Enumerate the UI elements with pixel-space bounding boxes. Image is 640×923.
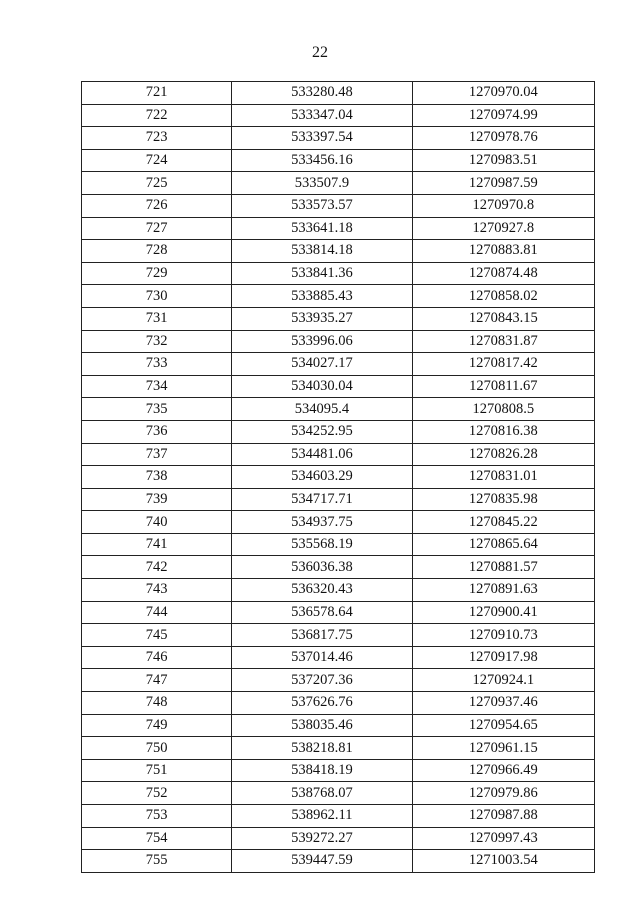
x-coordinate-cell: 533885.43 [232, 285, 412, 308]
table-row [82, 398, 595, 421]
point-number-cell: 742 [82, 556, 232, 579]
y-coordinate-cell: 1270858.02 [412, 285, 594, 308]
x-coordinate-cell: 536817.75 [232, 624, 412, 647]
x-coordinate-cell: 534481.06 [232, 443, 412, 466]
x-coordinate-cell: 536036.38 [232, 556, 412, 579]
x-coordinate-cell: 533456.16 [232, 149, 412, 172]
x-coordinate-cell: 535568.19 [232, 533, 412, 556]
point-number-cell: 753 [82, 805, 232, 828]
point-number-cell: 748 [82, 692, 232, 715]
y-coordinate-cell: 1270987.59 [412, 172, 594, 195]
x-coordinate-cell: 533996.06 [232, 330, 412, 353]
y-coordinate-cell: 1270924.1 [412, 669, 594, 692]
y-coordinate-cell: 1270927.8 [412, 217, 594, 240]
table-row [82, 330, 595, 353]
y-coordinate-cell: 1270817.42 [412, 353, 594, 376]
table-row [82, 307, 595, 330]
point-number-cell: 728 [82, 240, 232, 263]
table-row [82, 556, 595, 579]
x-coordinate-cell: 537207.36 [232, 669, 412, 692]
x-coordinate-cell: 533841.36 [232, 262, 412, 285]
table-row [82, 488, 595, 511]
y-coordinate-cell: 1270891.63 [412, 579, 594, 602]
table-row [82, 353, 595, 376]
point-number-cell: 731 [82, 307, 232, 330]
point-number-cell: 721 [82, 82, 232, 105]
point-number-cell: 725 [82, 172, 232, 195]
y-coordinate-cell: 1270917.98 [412, 646, 594, 669]
y-coordinate-cell: 1270910.73 [412, 624, 594, 647]
point-number-cell: 734 [82, 375, 232, 398]
y-coordinate-cell: 1270987.88 [412, 805, 594, 828]
table-row [82, 127, 595, 150]
table-row [82, 692, 595, 715]
coordinates-table-body [82, 82, 595, 873]
coordinates-table [81, 81, 595, 873]
y-coordinate-cell: 1270961.15 [412, 737, 594, 760]
x-coordinate-cell: 533935.27 [232, 307, 412, 330]
page-number: 22 [312, 44, 328, 61]
y-coordinate-cell: 1270979.86 [412, 782, 594, 805]
table-row [82, 737, 595, 760]
x-coordinate-cell: 533573.57 [232, 194, 412, 217]
point-number-cell: 729 [82, 262, 232, 285]
table-row [82, 624, 595, 647]
y-coordinate-cell: 1270835.98 [412, 488, 594, 511]
x-coordinate-cell: 533641.18 [232, 217, 412, 240]
y-coordinate-cell: 1270831.01 [412, 466, 594, 489]
x-coordinate-cell: 538768.07 [232, 782, 412, 805]
table-row [82, 285, 595, 308]
x-coordinate-cell: 536320.43 [232, 579, 412, 602]
y-coordinate-cell: 1270845.22 [412, 511, 594, 534]
point-number-cell: 733 [82, 353, 232, 376]
x-coordinate-cell: 537014.46 [232, 646, 412, 669]
x-coordinate-cell: 536578.64 [232, 601, 412, 624]
x-coordinate-cell: 533347.04 [232, 104, 412, 127]
table-row [82, 646, 595, 669]
x-coordinate-cell: 534027.17 [232, 353, 412, 376]
table-row [82, 511, 595, 534]
x-coordinate-cell: 534030.04 [232, 375, 412, 398]
point-number-cell: 738 [82, 466, 232, 489]
point-number-cell: 745 [82, 624, 232, 647]
x-coordinate-cell: 534603.29 [232, 466, 412, 489]
point-number-cell: 723 [82, 127, 232, 150]
y-coordinate-cell: 1270997.43 [412, 827, 594, 850]
point-number-cell: 736 [82, 420, 232, 443]
point-number-cell: 744 [82, 601, 232, 624]
point-number-cell: 737 [82, 443, 232, 466]
point-number-cell: 726 [82, 194, 232, 217]
table-row [82, 194, 595, 217]
table-row [82, 805, 595, 828]
y-coordinate-cell: 1270937.46 [412, 692, 594, 715]
y-coordinate-cell: 1270881.57 [412, 556, 594, 579]
point-number-cell: 724 [82, 149, 232, 172]
point-number-cell: 749 [82, 714, 232, 737]
table-row [82, 104, 595, 127]
y-coordinate-cell: 1270983.51 [412, 149, 594, 172]
x-coordinate-cell: 538418.19 [232, 759, 412, 782]
x-coordinate-cell: 539272.27 [232, 827, 412, 850]
point-number-cell: 755 [82, 850, 232, 873]
table-row [82, 240, 595, 263]
point-number-cell: 743 [82, 579, 232, 602]
x-coordinate-cell: 534717.71 [232, 488, 412, 511]
y-coordinate-cell: 1270826.28 [412, 443, 594, 466]
table-row [82, 217, 595, 240]
x-coordinate-cell: 534937.75 [232, 511, 412, 534]
y-coordinate-cell: 1270808.5 [412, 398, 594, 421]
x-coordinate-cell: 533814.18 [232, 240, 412, 263]
table-row [82, 714, 595, 737]
point-number-cell: 732 [82, 330, 232, 353]
x-coordinate-cell: 534095.4 [232, 398, 412, 421]
y-coordinate-cell: 1270974.99 [412, 104, 594, 127]
point-number-cell: 739 [82, 488, 232, 511]
table-row [82, 82, 595, 105]
point-number-cell: 754 [82, 827, 232, 850]
table-row [82, 759, 595, 782]
x-coordinate-cell: 538218.81 [232, 737, 412, 760]
y-coordinate-cell: 1270883.81 [412, 240, 594, 263]
table-row [82, 420, 595, 443]
y-coordinate-cell: 1270874.48 [412, 262, 594, 285]
point-number-cell: 740 [82, 511, 232, 534]
point-number-cell: 747 [82, 669, 232, 692]
y-coordinate-cell: 1270970.04 [412, 82, 594, 105]
x-coordinate-cell: 533507.9 [232, 172, 412, 195]
point-number-cell: 727 [82, 217, 232, 240]
table-row [82, 850, 595, 873]
point-number-cell: 741 [82, 533, 232, 556]
x-coordinate-cell: 534252.95 [232, 420, 412, 443]
y-coordinate-cell: 1270954.65 [412, 714, 594, 737]
y-coordinate-cell: 1270900.41 [412, 601, 594, 624]
table-row [82, 533, 595, 556]
point-number-cell: 746 [82, 646, 232, 669]
y-coordinate-cell: 1270811.67 [412, 375, 594, 398]
x-coordinate-cell: 537626.76 [232, 692, 412, 715]
x-coordinate-cell: 538962.11 [232, 805, 412, 828]
y-coordinate-cell: 1270831.87 [412, 330, 594, 353]
point-number-cell: 730 [82, 285, 232, 308]
y-coordinate-cell: 1270966.49 [412, 759, 594, 782]
x-coordinate-cell: 538035.46 [232, 714, 412, 737]
x-coordinate-cell: 533397.54 [232, 127, 412, 150]
table-row [82, 601, 595, 624]
y-coordinate-cell: 1271003.54 [412, 850, 594, 873]
table-row [82, 827, 595, 850]
table-row [82, 466, 595, 489]
table-row [82, 375, 595, 398]
table-row [82, 172, 595, 195]
y-coordinate-cell: 1270843.15 [412, 307, 594, 330]
y-coordinate-cell: 1270865.64 [412, 533, 594, 556]
table-row [82, 443, 595, 466]
point-number-cell: 735 [82, 398, 232, 421]
x-coordinate-cell: 539447.59 [232, 850, 412, 873]
table-row [82, 579, 595, 602]
point-number-cell: 751 [82, 759, 232, 782]
point-number-cell: 722 [82, 104, 232, 127]
point-number-cell: 752 [82, 782, 232, 805]
x-coordinate-cell: 533280.48 [232, 82, 412, 105]
table-row [82, 782, 595, 805]
point-number-cell: 750 [82, 737, 232, 760]
y-coordinate-cell: 1270970.8 [412, 194, 594, 217]
y-coordinate-cell: 1270978.76 [412, 127, 594, 150]
table-row [82, 149, 595, 172]
y-coordinate-cell: 1270816.38 [412, 420, 594, 443]
table-row [82, 262, 595, 285]
table-row [82, 669, 595, 692]
